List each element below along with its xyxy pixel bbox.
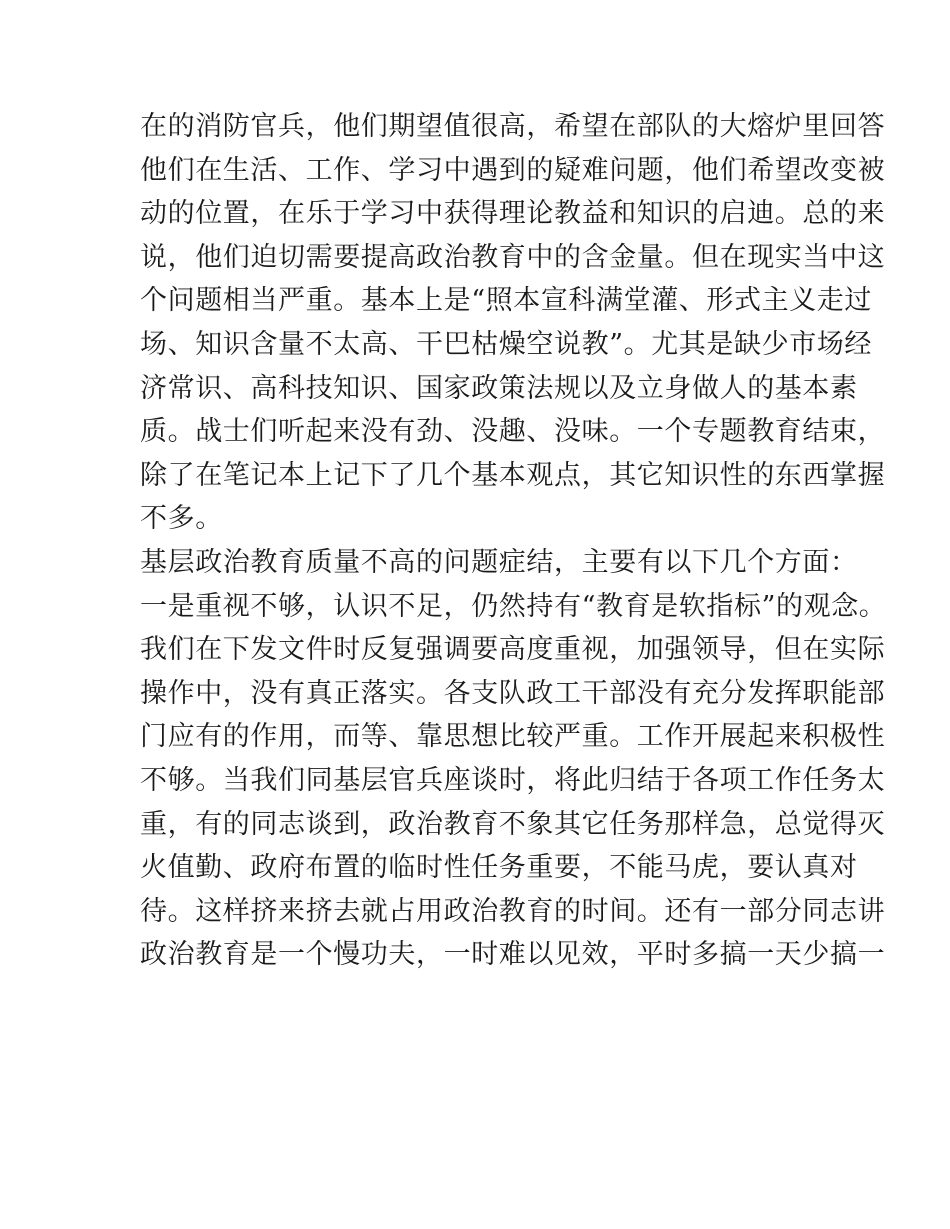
text-line: 质。战士们听起来没有劲、没趣、没味。一个专题教育结束， <box>140 416 886 448</box>
text-line: 济常识、高科技知识、国家政策法规以及立身做人的基本素 <box>140 372 858 404</box>
text-line: 门应有的作用，而等、靠思想比较严重。工作开展起来积极性 <box>140 721 886 753</box>
text-line: 政治教育是一个慢功夫，一时难以见效，平时多搞一天少搞一 <box>140 939 886 971</box>
text-line: 待。这样挤来挤去就占用政治教育的时间。还有一部分同志讲 <box>140 895 886 927</box>
text-line: 基层政治教育质量不高的问题症结，主要有以下几个方面： <box>140 546 858 578</box>
text-line: 个问题相当严重。基本上是“照本宣科满堂灌、形式主义走过 <box>140 285 873 317</box>
text-line: 说，他们迫切需要提高政治教育中的含金量。但在现实当中这 <box>140 241 886 273</box>
text-line: 火值勤、政府布置的临时性任务重要，不能马虎，要认真对 <box>140 852 858 884</box>
text-line: 重，有的同志谈到，政治教育不象其它任务那样急，总觉得灭 <box>140 808 886 840</box>
text-line: 他们在生活、工作、学习中遇到的疑难问题，他们希望改变被 <box>140 154 886 186</box>
text-line: 我们在下发文件时反复强调要高度重视，加强领导，但在实际 <box>140 634 886 666</box>
text-line: 动的位置，在乐于学习中获得理论教益和知识的启迪。总的来 <box>140 198 886 230</box>
text-line: 一是重视不够，认识不足，仍然持有“教育是软指标”的观念。 <box>140 590 887 622</box>
text-line: 不够。当我们同基层官兵座谈时，将此归结于各项工作任务太 <box>140 764 886 796</box>
text-line: 在的消防官兵，他们期望值很高，希望在部队的大熔炉里回答 <box>140 111 886 142</box>
body-text <box>140 105 887 977</box>
text-line: 除了在笔记本上记下了几个基本观点，其它知识性的东西掌握 <box>140 459 886 491</box>
text-line: 不多。 <box>140 503 223 535</box>
text-line: 操作中，没有真正落实。各支队政工干部没有充分发挥职能部 <box>140 677 886 709</box>
text-line: 场、知识含量不太高、干巴枯燥空说教”。尤其是缺少市场经 <box>140 328 873 360</box>
